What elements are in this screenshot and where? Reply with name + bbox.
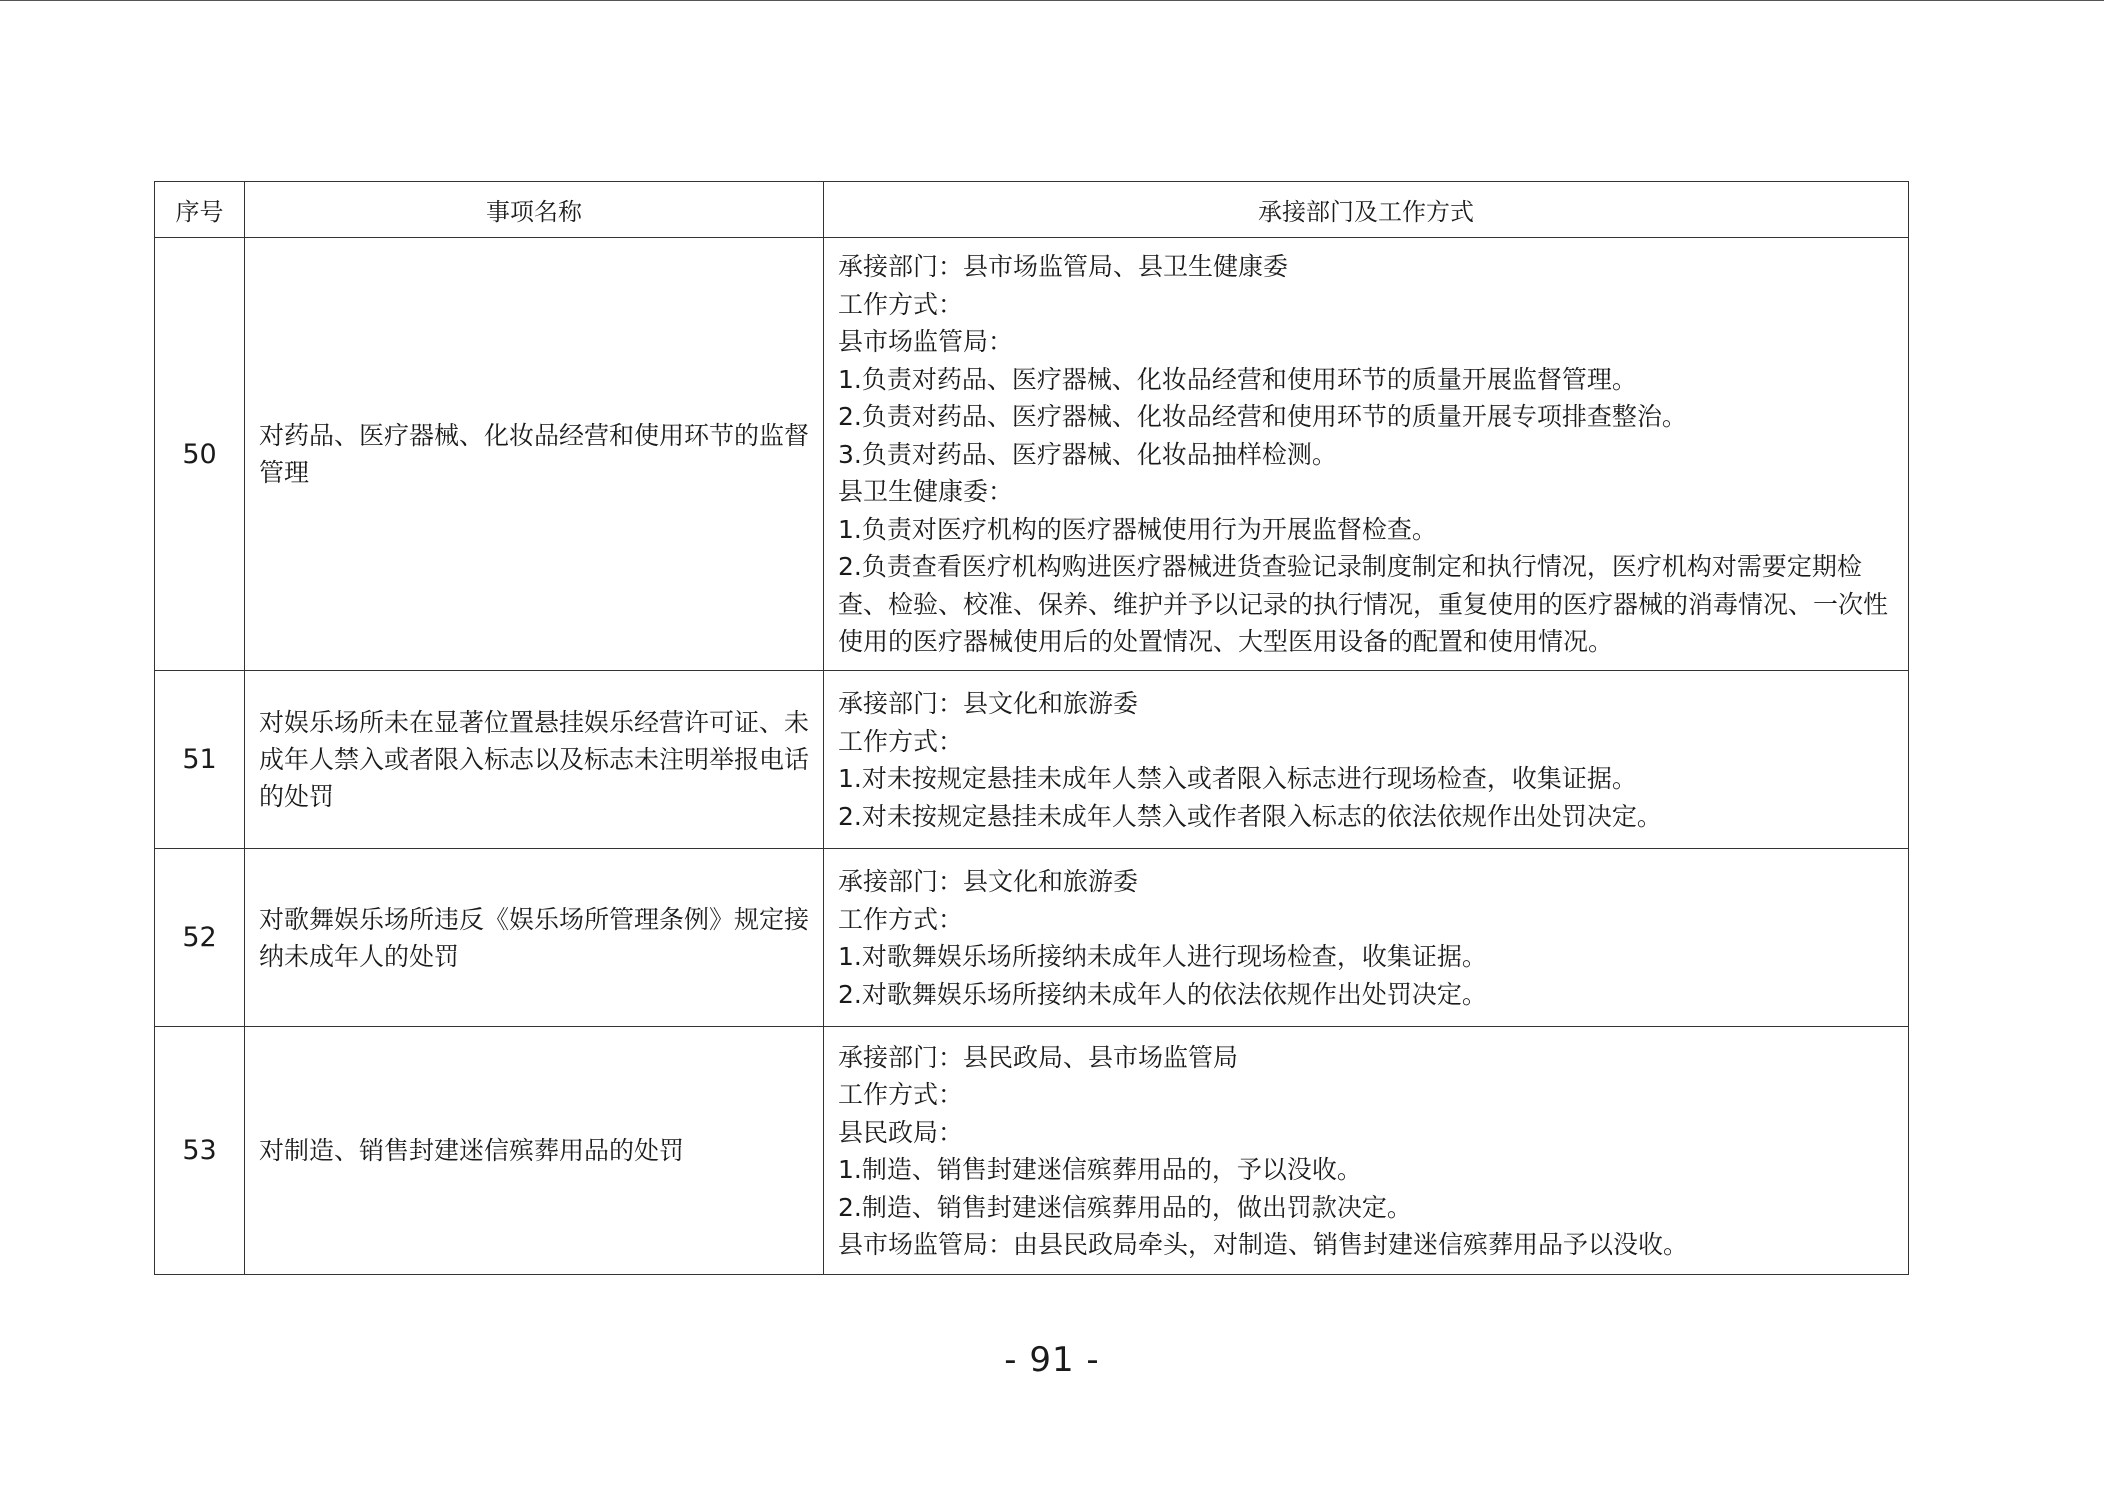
detail-line: 承接部门：县文化和旅游委: [838, 689, 1139, 718]
row-department-details: [824, 849, 1909, 1027]
row-number: 52: [155, 849, 245, 1027]
row-department-details: [824, 238, 1909, 671]
detail-line: 1.对歌舞娱乐场所接纳未成年人进行现场检查，收集证据。: [838, 942, 1487, 971]
detail-line: 工作方式：: [838, 726, 964, 756]
detail-line: 工作方式：: [838, 1080, 964, 1109]
detail-line: 县市场监管局：: [838, 327, 1014, 357]
detail-line: 工作方式：: [838, 904, 964, 934]
row-item-name: 对药品、医疗器械、化妆品经营和使用环节的监督管理: [245, 238, 824, 671]
header-serial-number: 序号: [155, 182, 245, 238]
row-department-details: [824, 1027, 1909, 1275]
detail-line: 承接部门：县文化和旅游委: [838, 867, 1139, 896]
header-item-name: 事项名称: [245, 182, 824, 238]
detail-line: 2.对歌舞娱乐场所接纳未成年人的依法依规作出处罚决定。: [838, 979, 1487, 1009]
row-number: 51: [155, 671, 245, 849]
page-number: - 91 -: [1004, 1340, 1100, 1380]
row-item-name: 对歌舞娱乐场所违反《娱乐场所管理条例》规定接纳未成年人的处罚: [245, 849, 824, 1027]
table-row: [155, 849, 1909, 1027]
row-item-name: 对娱乐场所未在显著位置悬挂娱乐经营许可证、未成年人禁入或者限入标志以及标志未注明举报电话的处罚: [245, 671, 824, 849]
detail-line: 承接部门：县市场监管局、县卫生健康委: [838, 252, 1289, 282]
detail-line: 县卫生健康委：: [838, 477, 1014, 507]
row-number: 53: [155, 1027, 245, 1275]
table-row: [155, 671, 1909, 849]
detail-line: 2.对未按规定悬挂未成年人禁入或作者限入标志的依法依规作出处罚决定。: [838, 801, 1662, 831]
detail-line: 1.负责对药品、医疗器械、化妆品经营和使用环节的质量开展监督管理。: [838, 364, 1637, 394]
detail-line: 工作方式：: [838, 289, 964, 319]
detail-line: 1.负责对医疗机构的医疗器械使用行为开展监督检查。: [838, 514, 1437, 544]
row-department-details: [824, 671, 1909, 849]
page-top-border: [0, 0, 2104, 1]
row-item-name: 对制造、销售封建迷信殡葬用品的处罚: [245, 1027, 824, 1275]
table-header-row: [155, 182, 1909, 238]
detail-line: 2.负责查看医疗机构购进医疗器械进货查验记录制度制定和执行情况，医疗机构对需要定期检查、检验、校准、保养、维护并予以记录的执行情况，重复使用的医疗器械的消毒情况、一次性使用的医疗器械使用后的处置情况、大型医用设备的配置和使用情况。: [838, 552, 1889, 657]
detail-line: 2.制造、销售封建迷信殡葬用品的，做出罚款决定。: [838, 1192, 1412, 1222]
detail-line: 2.负责对药品、医疗器械、化妆品经营和使用环节的质量开展专项排查整治。: [838, 402, 1687, 432]
table-row: [155, 238, 1909, 671]
detail-line: 承接部门：县民政局、县市场监管局: [838, 1042, 1239, 1072]
table-row: [155, 1027, 1909, 1275]
detail-line: 1.制造、销售封建迷信殡葬用品的，予以没收。: [838, 1155, 1362, 1184]
detail-line: 3.负责对药品、医疗器械、化妆品抽样检测。: [838, 439, 1337, 469]
row-number: 50: [155, 238, 245, 671]
header-department-and-method: 承接部门及工作方式: [824, 182, 1909, 238]
detail-line: 1.对未按规定悬挂未成年人禁入或者限入标志进行现场检查，收集证据。: [838, 764, 1637, 793]
detail-line: 县民政局：: [838, 1117, 964, 1147]
detail-line: 县市场监管局：由县民政局牵头，对制造、销售封建迷信殡葬用品予以没收。: [838, 1230, 1689, 1259]
items-table: [154, 181, 1909, 1275]
